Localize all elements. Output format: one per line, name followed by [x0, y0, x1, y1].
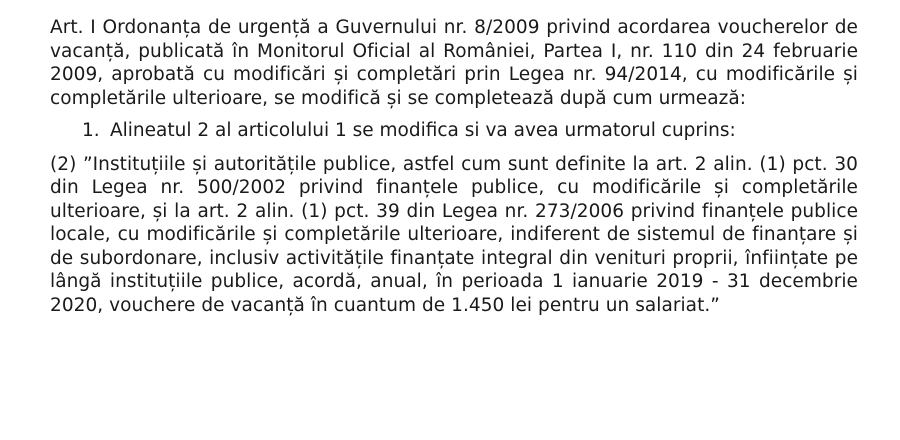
amendment-paragraph: (2) ”Instituțiile și autoritățile publice, astfel cum sunt definite la art. 2 alin. (1) pct. 30 din Legea nr. 500/2002 privind finanțele publice, cu modificările și completările ulterioare, și la art. 2 alin. (1) pct. 39 din Legea nr. 273/2006 privind finanțele publice locale, cu modificările și completările ulterioare, indiferent de sistemul de finanțare și de subordonare, inclusiv activitățile finanțate integral din venituri proprii, înființate pe lângă instituțiile publice, acordă, anual, în perioada 1 ianuarie 2019 - 31 decembrie 2020, vouchere de vacanță în cuantum de 1.450 lei pentru un salariat.” — [50, 153, 858, 316]
list-item-number: 1. — [82, 120, 100, 141]
article-intro-paragraph: Art. I Ordonanța de urgență a Guvernului nr. 8/2009 privind acordarea voucherelor de vacanță, publicată în Monitorul Oficial al României, Partea I, nr. 110 din 24 februarie 2009, aprobată cu modificări și completări prin Legea nr. 94/2014, cu modificările și completările ulterioare, se modifică și se completează după cum urmează: — [50, 17, 858, 109]
list-item-text: Alineatul 2 al articolului 1 se modifica si va avea urmatorul cuprins: — [110, 120, 736, 141]
list-item — [82, 119, 858, 143]
document-page — [50, 16, 858, 317]
